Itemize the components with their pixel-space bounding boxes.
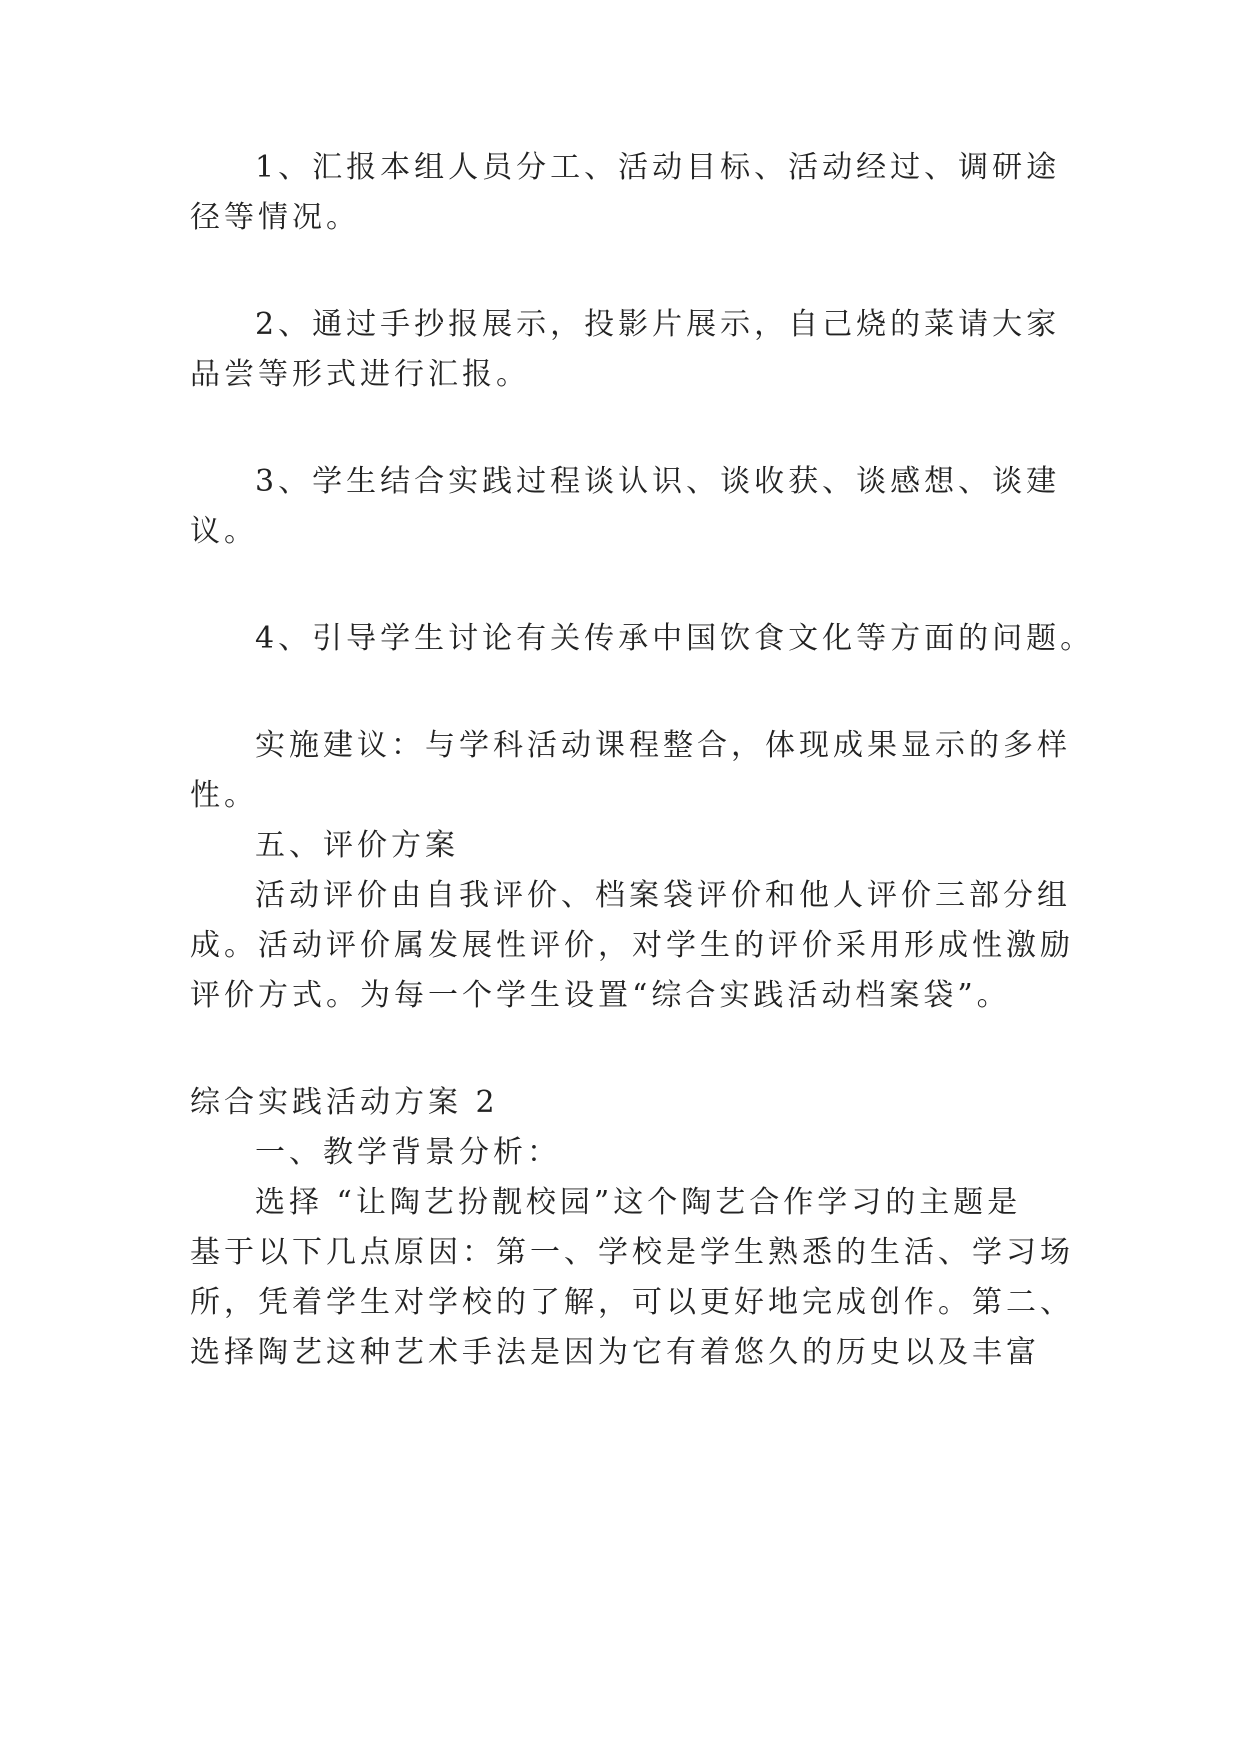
section-2-title: 综合实践活动方案 2 [190,1085,499,1120]
evaluation-line-2: 成。活动评价属发展性评价，对学生的评价采用形成性激励 [190,928,1074,963]
item-1-line-1: 1、汇报本组人员分工、活动目标、活动经过、调研途 [255,150,1061,185]
item-2-line-1: 2、通过手抄报展示，投影片展示，自己烧的菜请大家 [255,307,1061,342]
item-2-line-2: 品尝等形式进行汇报。 [190,357,530,392]
item-3-line-1: 3、学生结合实践过程谈认识、谈收获、谈感想、谈建 [255,464,1061,499]
evaluation-line-3: 评价方式。为每一个学生设置“综合实践活动档案袋”。 [190,978,1011,1013]
evaluation-heading: 五、评价方案 [255,828,459,863]
section-2-body-line-2: 基于以下几点原因：第一、学校是学生熟悉的生活、学习场 [190,1235,1074,1270]
evaluation-line-1: 活动评价由自我评价、档案袋评价和他人评价三部分组 [255,878,1071,913]
section-2-body-line-3: 所，凭着学生对学校的了解，可以更好地完成创作。第二、 [190,1285,1074,1320]
item-3-line-2: 议。 [190,514,258,549]
item-4-line-1: 4、引导学生讨论有关传承中国饮食文化等方面的问题。 [255,621,1095,656]
item-1-line-2: 径等情况。 [190,200,360,235]
section-2-body-line-1: 选择 “让陶艺扮靓校园”这个陶艺合作学习的主题是 [255,1185,1022,1220]
suggestion-line-1: 实施建议：与学科活动课程整合，体现成果显示的多样 [255,728,1071,763]
section-2-heading: 一、教学背景分析： [255,1135,561,1170]
suggestion-line-2: 性。 [190,778,258,813]
section-2-body-line-4: 选择陶艺这种艺术手法是因为它有着悠久的历史以及丰富 [190,1335,1040,1370]
